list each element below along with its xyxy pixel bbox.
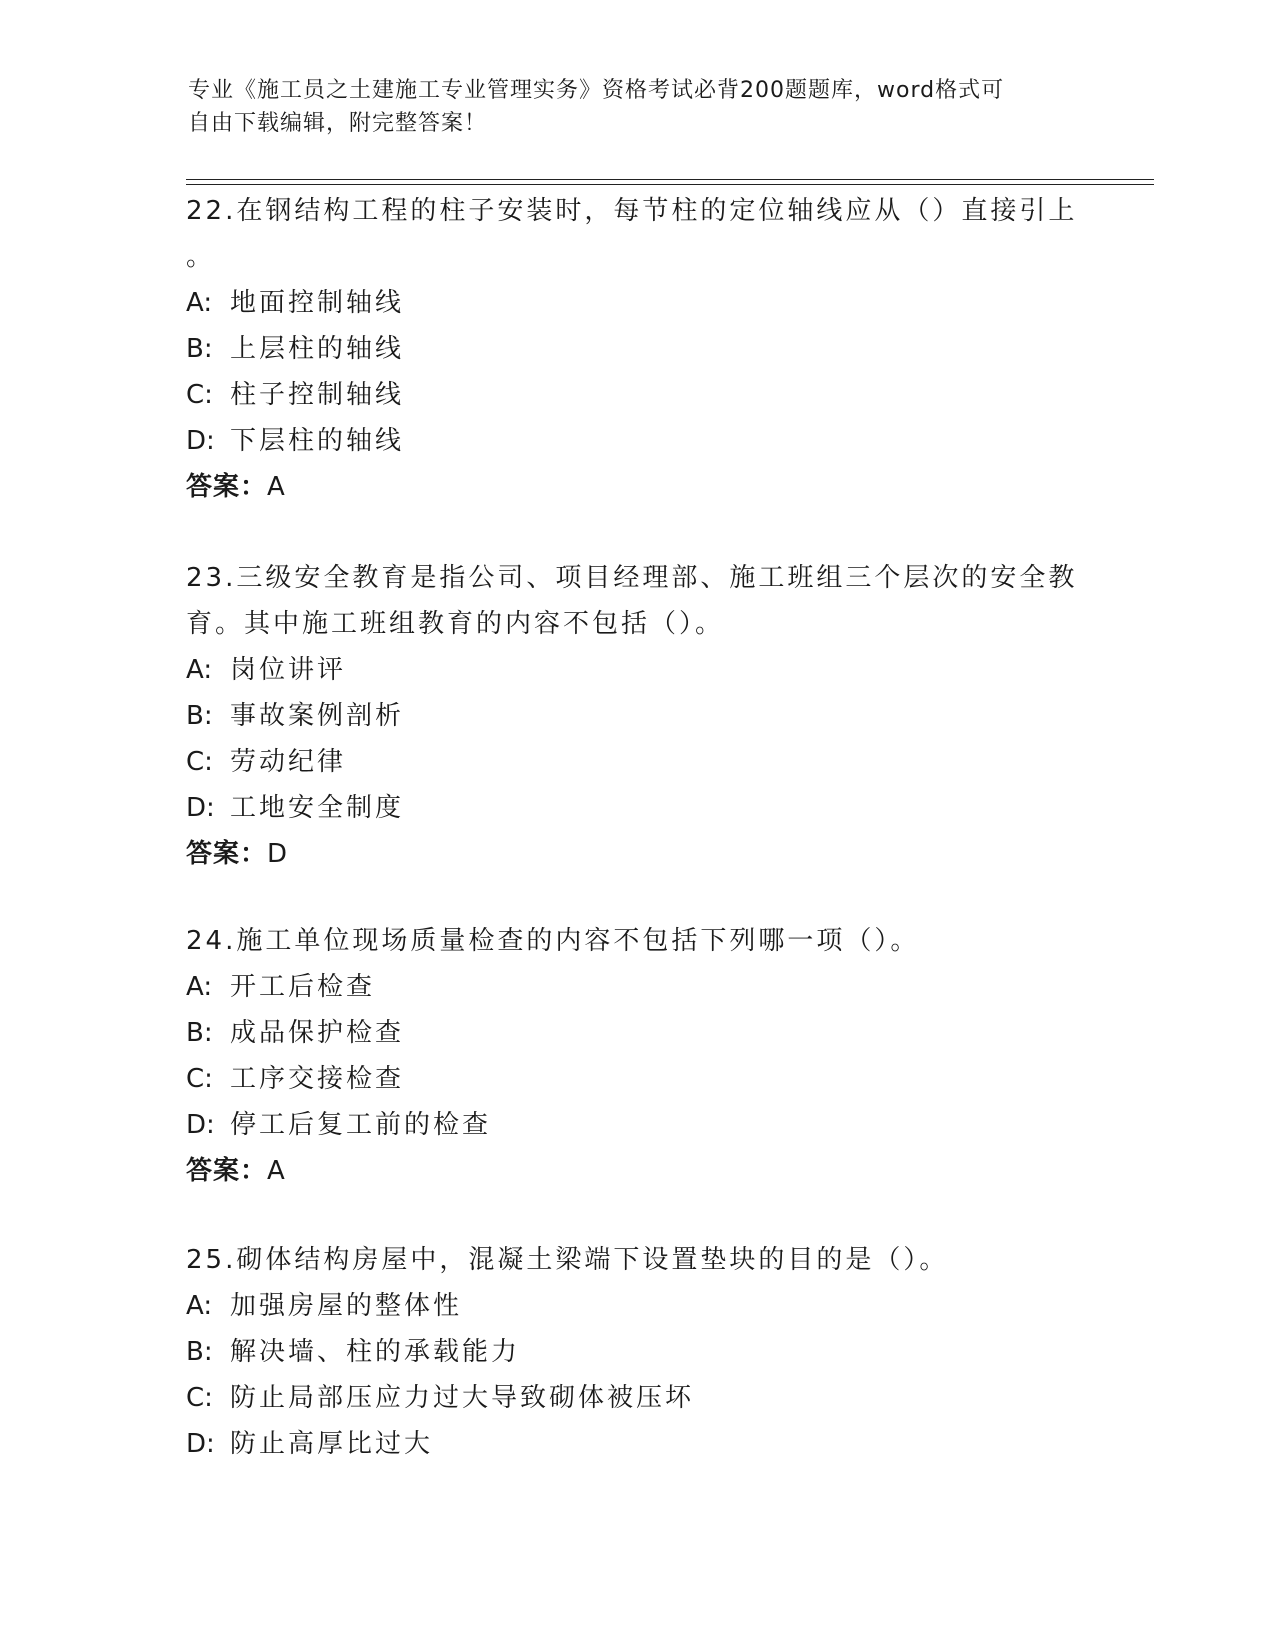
option-letter: D: xyxy=(186,1429,215,1459)
option-text: 柱子控制轴线 xyxy=(230,380,405,410)
question-23 xyxy=(186,555,1086,877)
option-d xyxy=(186,785,1086,831)
option-c xyxy=(186,1056,1086,1102)
option-letter: D: xyxy=(186,426,215,456)
option-text: 解决墙、柱的承载能力 xyxy=(230,1337,521,1367)
option-a xyxy=(186,1283,1086,1329)
option-letter: B: xyxy=(186,334,213,364)
option-text: 劳动纪律 xyxy=(230,747,347,777)
option-text: 岗位讲评 xyxy=(230,655,347,685)
option-letter: D: xyxy=(186,1110,215,1140)
option-text: 加强房屋的整体性 xyxy=(230,1291,463,1321)
question-stem: 23.三级安全教育是指公司、项目经理部、施工班组三个层次的安全教 xyxy=(186,563,1078,593)
header-divider-top xyxy=(186,179,1154,180)
answer-line xyxy=(186,1148,1086,1194)
answer-label: 答案： xyxy=(186,839,268,869)
question-24 xyxy=(186,918,1086,1194)
option-letter: A: xyxy=(186,655,213,685)
option-d xyxy=(186,1102,1086,1148)
option-d xyxy=(186,418,1086,464)
question-stem: 24.施工单位现场质量检查的内容不包括下列哪一项（）。 xyxy=(186,926,920,956)
option-a xyxy=(186,964,1086,1010)
option-letter: C: xyxy=(186,1064,213,1094)
option-c xyxy=(186,372,1086,418)
option-text: 防止局部压应力过大导致砌体被压坏 xyxy=(230,1383,695,1413)
answer-value: A xyxy=(267,472,286,502)
header-title-line-1: 专业《施工员之土建施工专业管理实务》资格考试必背200题题库，word格式可 xyxy=(188,78,1005,103)
header-divider-bottom xyxy=(186,184,1154,185)
answer-label: 答案： xyxy=(186,1156,268,1186)
option-c xyxy=(186,739,1086,785)
option-a xyxy=(186,647,1086,693)
option-b xyxy=(186,326,1086,372)
answer-line xyxy=(186,464,1086,510)
option-letter: B: xyxy=(186,701,213,731)
option-letter: A: xyxy=(186,1291,213,1321)
option-letter: B: xyxy=(186,1337,213,1367)
option-letter: B: xyxy=(186,1018,213,1048)
option-b xyxy=(186,1010,1086,1056)
option-text: 成品保护检查 xyxy=(230,1018,405,1048)
option-letter: A: xyxy=(186,288,213,318)
question-stem-continued: 。 xyxy=(186,242,216,272)
question-stem-continued: 育。其中施工班组教育的内容不包括（）。 xyxy=(186,609,725,639)
answer-value: A xyxy=(267,1156,286,1186)
option-b xyxy=(186,1329,1086,1375)
option-c xyxy=(186,1375,1086,1421)
option-text: 停工后复工前的检查 xyxy=(230,1110,492,1140)
question-25 xyxy=(186,1237,1086,1467)
answer-label: 答案： xyxy=(186,472,268,502)
option-letter: C: xyxy=(186,747,213,777)
option-letter: C: xyxy=(186,1383,213,1413)
option-a xyxy=(186,280,1086,326)
option-text: 开工后检查 xyxy=(230,972,376,1002)
answer-line xyxy=(186,831,1086,877)
question-22 xyxy=(186,188,1086,510)
question-stem: 25.砌体结构房屋中，混凝土梁端下设置垫块的目的是（）。 xyxy=(186,1245,949,1275)
option-d xyxy=(186,1421,1086,1467)
option-text: 防止高厚比过大 xyxy=(230,1429,434,1459)
option-text: 事故案例剖析 xyxy=(230,701,405,731)
option-text: 下层柱的轴线 xyxy=(230,426,405,456)
option-text: 工序交接检查 xyxy=(230,1064,405,1094)
option-text: 上层柱的轴线 xyxy=(230,334,405,364)
option-letter: D: xyxy=(186,793,215,823)
document-header xyxy=(188,74,1088,140)
option-letter: C: xyxy=(186,380,213,410)
answer-value: D xyxy=(267,839,289,869)
option-letter: A: xyxy=(186,972,213,1002)
option-text: 地面控制轴线 xyxy=(230,288,405,318)
header-title-line-2: 自由下载编辑，附完整答案！ xyxy=(188,111,488,136)
question-stem: 22.在钢结构工程的柱子安装时，每节柱的定位轴线应从（）直接引上 xyxy=(186,196,1078,226)
option-b xyxy=(186,693,1086,739)
option-text: 工地安全制度 xyxy=(230,793,405,823)
